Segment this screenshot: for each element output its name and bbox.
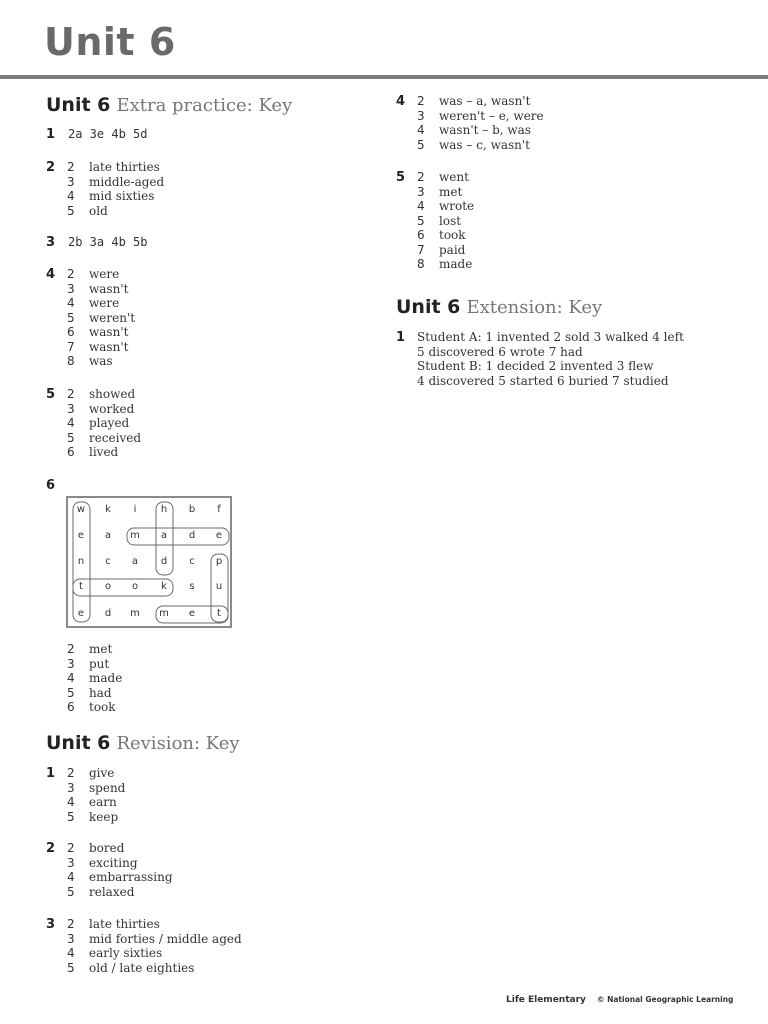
exercise-answer: 2a 3e 4b 5d [68, 127, 148, 141]
page-footer [506, 987, 733, 1006]
answer-item [67, 841, 173, 856]
grid-letter: w [76, 504, 86, 515]
grid-letter: o [104, 581, 112, 592]
item-number: 2 [417, 94, 425, 108]
answer-item [67, 160, 164, 175]
item-number: 6 [67, 445, 75, 459]
item-number: 2 [67, 917, 75, 931]
item-answer: old [89, 203, 108, 218]
item-answer: had [89, 685, 112, 700]
answer-item [67, 856, 173, 871]
item-number: 6 [67, 325, 75, 339]
item-number: 3 [67, 281, 75, 296]
answer-list [417, 170, 474, 272]
item-number: 5 [67, 685, 75, 700]
exercise-number: 2 [46, 841, 56, 856]
exercise-number: 5 [396, 170, 406, 185]
answer-item [67, 686, 122, 701]
grid-letter: d [160, 556, 168, 567]
word-search-svg [68, 498, 230, 626]
item-number: 2 [417, 170, 425, 184]
exercise-number: 4 [46, 267, 56, 282]
answer-item [417, 243, 474, 258]
item-answer: earn [89, 795, 117, 809]
answer-list [67, 267, 135, 369]
grid-letter: c [105, 556, 111, 567]
answer-item [417, 257, 474, 272]
item-number: 4 [67, 416, 75, 430]
exercise-number: 5 [46, 387, 56, 402]
item-number: 3 [67, 855, 75, 870]
grid-letter: e [77, 530, 85, 541]
exercise-number: 1 [46, 127, 56, 142]
exercise-number: 3 [46, 235, 56, 250]
answer-item [67, 340, 135, 355]
item-number: 6 [67, 700, 75, 714]
item-number: 5 [67, 203, 75, 218]
found-word-outline [127, 528, 229, 545]
item-number: 3 [67, 931, 75, 946]
grid-letter: c [189, 556, 195, 567]
item-number: 4 [67, 671, 75, 685]
heading-unit: Unit 6 [396, 296, 461, 318]
extension-heading [396, 296, 602, 318]
item-number: 8 [417, 257, 425, 271]
item-answer: early sixties [89, 946, 163, 960]
item-number: 4 [67, 296, 75, 310]
answer-item [67, 766, 125, 781]
grid-letter: a [104, 530, 112, 541]
item-number: 3 [67, 174, 75, 189]
answer-item [417, 123, 544, 138]
grid-letter: h [160, 504, 168, 515]
answer-line: 5 discovered 6 wrote 7 had [417, 344, 583, 359]
exercise-number: 6 [46, 478, 56, 493]
answer-item [67, 657, 122, 672]
answer-item [67, 795, 125, 810]
item-answer: mid forties / middle aged [89, 931, 242, 946]
heading-unit: Unit 6 [46, 732, 111, 754]
item-answer: paid [439, 242, 466, 257]
item-answer: put [89, 656, 110, 671]
item-answer: showed [89, 387, 136, 401]
grid-letter: b [188, 504, 196, 515]
answer-item [67, 642, 122, 657]
grid-letter: a [131, 556, 139, 567]
item-number: 2 [67, 267, 75, 281]
answer-item [67, 311, 135, 326]
item-number: 2 [67, 766, 75, 780]
item-answer: went [439, 170, 469, 184]
grid-letter: d [188, 530, 196, 541]
item-answer: relaxed [89, 884, 135, 899]
item-number: 5 [67, 809, 75, 824]
item-answer: was – c, wasn't [439, 137, 530, 152]
item-answer: made [89, 671, 123, 685]
grid-letter: k [161, 581, 167, 592]
item-answer: lived [89, 445, 119, 459]
item-number: 3 [67, 780, 75, 795]
answer-item [67, 810, 125, 825]
grid-letter: p [215, 556, 223, 567]
answer-list [67, 766, 125, 824]
grid-letter: m [130, 530, 140, 541]
item-number: 4 [417, 199, 425, 213]
item-answer: met [439, 184, 463, 199]
answer-item [417, 138, 544, 153]
item-number: 5 [67, 310, 75, 325]
item-answer: late thirties [89, 160, 160, 174]
grid-letter: f [217, 504, 221, 515]
item-answer: give [89, 766, 115, 780]
item-answer: were [89, 296, 120, 310]
item-answer: wrote [439, 199, 475, 213]
grid-letter: e [188, 608, 196, 619]
heading-title: Revision: Key [116, 733, 240, 754]
item-answer: lost [439, 213, 462, 228]
item-number: 7 [417, 242, 425, 257]
item-answer: took [89, 700, 116, 714]
answer-item [67, 445, 141, 460]
exercise-number: 4 [396, 94, 406, 109]
item-number: 5 [67, 960, 75, 975]
item-answer: weren't [89, 310, 136, 325]
grid-letter: u [215, 581, 223, 592]
item-answer: was – a, wasn't [439, 94, 531, 108]
footer-brand: Life Elementary [506, 995, 586, 1005]
item-number: 2 [67, 160, 75, 174]
item-answer: wasn't [89, 339, 129, 354]
item-number: 5 [417, 213, 425, 228]
answer-item [417, 170, 474, 185]
answer-list [67, 841, 173, 899]
heading-unit: Unit 6 [46, 94, 111, 116]
item-number: 5 [67, 884, 75, 899]
answer-item [67, 700, 122, 715]
item-number: 5 [67, 430, 75, 445]
item-number: 4 [67, 189, 75, 203]
item-answer: played [89, 416, 130, 430]
answer-item [67, 402, 141, 417]
item-answer: took [439, 228, 466, 242]
item-answer: met [89, 642, 113, 656]
item-answer: received [89, 430, 142, 445]
answer-list [67, 917, 242, 975]
item-number: 7 [67, 339, 75, 354]
answer-item [417, 94, 544, 109]
answer-item [67, 267, 135, 282]
grid-letter: e [77, 608, 85, 619]
answer-line: 4 discovered 5 started 6 buried 7 studied [417, 373, 669, 388]
item-number: 4 [417, 123, 425, 137]
item-number: 4 [67, 946, 75, 960]
item-number: 4 [67, 795, 75, 809]
footer-copyright: © National Geographic Learning [596, 995, 734, 1004]
item-answer: wasn't – b, was [439, 123, 531, 137]
item-answer: weren't – e, were [439, 108, 544, 123]
grid-letter: a [160, 530, 168, 541]
item-number: 3 [67, 656, 75, 671]
item-number: 4 [67, 870, 75, 884]
answer-item [67, 387, 141, 402]
grid-letter: n [77, 556, 85, 567]
answer-item [417, 109, 544, 124]
answer-item [67, 885, 173, 900]
answer-item [417, 185, 474, 200]
item-answer: worked [89, 401, 135, 416]
answer-item [67, 932, 242, 947]
item-answer: mid sixties [89, 189, 155, 203]
grid-letter: s [189, 581, 195, 592]
answer-item [67, 946, 242, 961]
answer-item [67, 354, 135, 369]
heading-title: Extra practice: Key [116, 95, 293, 116]
item-answer: was [89, 354, 113, 368]
found-word-outline [73, 579, 173, 596]
item-answer: keep [89, 809, 119, 824]
word-search-grid [66, 496, 232, 628]
answer-item [67, 781, 125, 796]
answer-item [67, 175, 164, 190]
item-number: 3 [417, 184, 425, 199]
grid-letter: t [79, 581, 83, 592]
revision-heading [46, 732, 240, 754]
item-number: 3 [67, 401, 75, 416]
item-answer: wasn't [89, 325, 129, 339]
answer-item [67, 671, 122, 686]
answer-list [67, 387, 141, 460]
extension-answer-lines [417, 330, 684, 388]
item-answer: late thirties [89, 917, 160, 931]
answer-item [417, 214, 474, 229]
grid-letter: m [130, 608, 140, 619]
answer-item [67, 204, 164, 219]
heading-title: Extension: Key [466, 297, 603, 318]
grid-letter: t [217, 608, 221, 619]
answer-list [67, 160, 164, 218]
grid-letter: k [105, 504, 111, 515]
item-number: 3 [417, 108, 425, 123]
item-number: 2 [67, 387, 75, 401]
item-number: 6 [417, 228, 425, 242]
exercise-number: 3 [46, 917, 56, 932]
answer-item [67, 431, 141, 446]
answer-item [67, 282, 135, 297]
exercise-number: 1 [396, 330, 406, 345]
answer-item [417, 228, 474, 243]
grid-letter: o [131, 581, 139, 592]
item-answer: spend [89, 780, 126, 795]
answer-item [67, 296, 135, 311]
item-number: 8 [67, 354, 75, 368]
grid-letter: i [133, 504, 137, 515]
extra-practice-heading [46, 94, 292, 116]
page-title: Unit 6 [44, 20, 176, 64]
item-answer: made [439, 257, 473, 271]
grid-letter: m [159, 608, 169, 619]
exercise-number: 2 [46, 160, 56, 175]
answer-item [67, 917, 242, 932]
item-answer: exciting [89, 855, 138, 870]
item-number: 5 [417, 137, 425, 152]
answer-list [67, 642, 122, 715]
grid-letter: e [215, 530, 223, 541]
answer-item [67, 189, 164, 204]
answer-line: Student A: 1 invented 2 sold 3 walked 4 left [417, 330, 684, 344]
item-answer: bored [89, 841, 125, 855]
item-answer: middle-aged [89, 174, 165, 189]
answer-item [417, 199, 474, 214]
answer-list [417, 94, 544, 152]
item-answer: embarrassing [89, 870, 173, 884]
grid-letter: d [104, 608, 112, 619]
item-answer: old / late eighties [89, 960, 195, 975]
header-rule [0, 75, 768, 79]
answer-line: Student B: 1 decided 2 invented 3 flew [417, 359, 654, 373]
answer-item [67, 325, 135, 340]
item-answer: wasn't [89, 281, 129, 296]
answer-item [67, 416, 141, 431]
exercise-answer: 2b 3a 4b 5b [68, 235, 148, 249]
item-number: 2 [67, 642, 75, 656]
answer-item [67, 870, 173, 885]
item-number: 2 [67, 841, 75, 855]
exercise-number: 1 [46, 766, 56, 781]
item-answer: were [89, 267, 120, 281]
answer-item [67, 961, 242, 976]
